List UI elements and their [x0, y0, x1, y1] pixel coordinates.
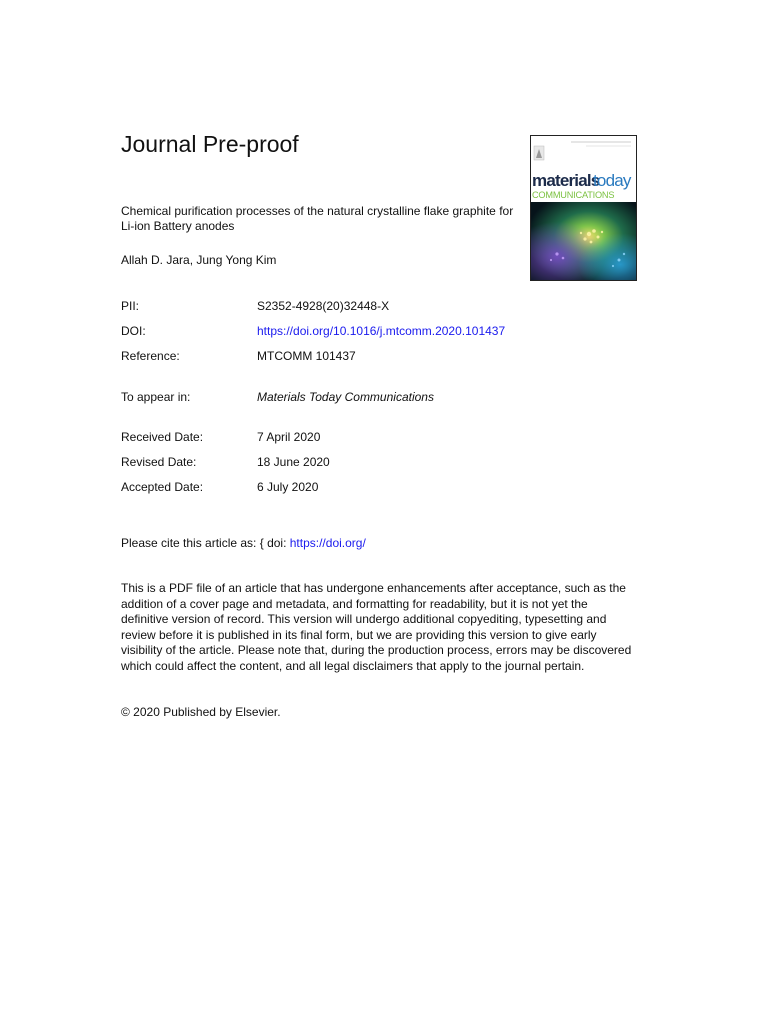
citation-doi-link[interactable]: https://doi.org/: [289, 536, 366, 550]
revised-value: 18 June 2020: [257, 455, 330, 469]
copyright-notice: © 2020 Published by Elsevier.: [121, 705, 281, 719]
elsevier-logo-icon: [534, 146, 544, 160]
cover-brand-materials: materials: [532, 171, 600, 190]
meta-row-appear-in: [121, 390, 641, 405]
cover-artwork: [531, 136, 636, 280]
pii-label: PII:: [121, 299, 140, 313]
journal-cover-image: [530, 135, 637, 281]
appear-value: Materials Today Communications: [257, 390, 434, 404]
doi-label: DOI:: [121, 324, 146, 338]
meta-row-received: [121, 430, 641, 445]
cover-brand-today: today: [593, 171, 631, 190]
accepted-label: Accepted Date:: [121, 480, 204, 494]
received-value: 7 April 2020: [257, 430, 321, 444]
meta-row-doi: [121, 324, 641, 339]
article-title: Chemical purification processes of the natural crystalline flake graphite for Li-ion Battery anodes: [121, 204, 514, 233]
citation-line: [121, 536, 366, 551]
page-title: Journal Pre-proof: [121, 131, 299, 157]
pii-value: S2352-4928(20)32448-X: [257, 299, 390, 313]
meta-row-revised: [121, 455, 641, 470]
accepted-value: 6 July 2020: [257, 480, 319, 494]
preproof-notice: This is a PDF file of an article that has undergone enhancements after acceptance, such as the addition of a cover page and metadata, and formatting for readability, but it is not yet the definitive version of record. This version will undergo additional copyediting, typesetting and review before it is published in its final form, but we are providing this version to give early visibility of the article. Please note that, during the production process, errors may be discovered which could affect the content, and all legal disclaimers that apply to the journal pertain.: [121, 581, 632, 673]
doi-link[interactable]: https://doi.org/10.1016/j.mtcomm.2020.101437: [257, 324, 506, 338]
meta-row-pii: [121, 299, 641, 314]
citation-prefix: Please cite this article as: { doi:: [121, 536, 290, 550]
received-label: Received Date:: [121, 430, 204, 444]
revised-label: Revised Date:: [121, 455, 197, 469]
cover-brand-communications: COMMUNICATIONS: [532, 190, 615, 200]
reference-label: Reference:: [121, 349, 180, 363]
appear-label: To appear in:: [121, 390, 191, 404]
article-authors: Allah D. Jara, Jung Yong Kim: [121, 253, 277, 267]
meta-row-reference: [121, 349, 641, 364]
meta-row-accepted: [121, 480, 641, 495]
reference-value: MTCOMM 101437: [257, 349, 356, 363]
